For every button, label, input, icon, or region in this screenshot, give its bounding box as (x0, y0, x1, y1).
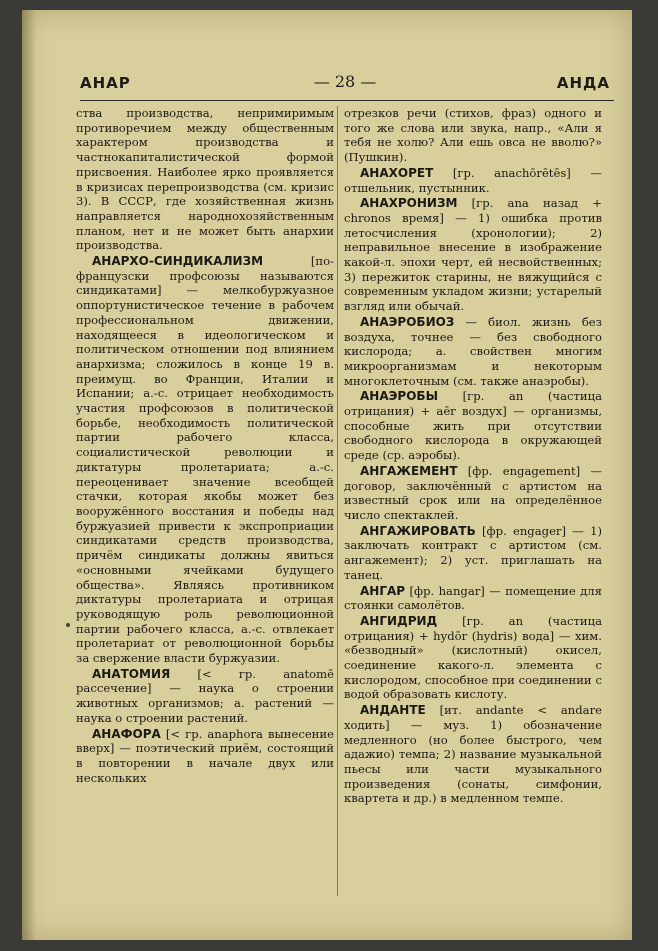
definition: [< гр. anatomē рассечение] — наука о строении животных организмов; а. растений — наука о строении растений. (76, 666, 334, 725)
definition: [< гр. anaphora вынесение вверх] — поэтический приём, состоящий в повторении в начале двух или нескольких (76, 726, 334, 785)
entry-engagement (344, 464, 602, 523)
header-right-guideword: АНДА (556, 74, 610, 92)
headword: АНАФОРА (92, 726, 161, 741)
page-spine-shadow (22, 10, 36, 940)
definition: [гр. anachōrētēs] — отшельник, пустынник. (344, 165, 602, 195)
entry-anarcho-syndicalism (76, 254, 334, 666)
definition: [гр. an (частица отрицания) + hydōr (hydris) вода] — хим. «безводный» (кислотный) окисел, соединение какого-л. элемента с кислородом, способное при соединении с водой образовать кислоту. (344, 613, 602, 702)
left-column (76, 106, 334, 786)
page-number: — 28 — (313, 72, 377, 91)
column-divider (337, 106, 338, 896)
headword: АНДАНТЕ (360, 703, 426, 718)
entry-continuation: ства производства, непримиримым противоречием между общественным характером производства и частнокапиталистической формой присвоения. Наиболее ярко проявляется в кризисах перепроизводства (см. кризис 3). В СССР, где хозяйственная жизнь направляется народнохозяйственным планом, нет и не может быть анархии производства. (76, 106, 334, 253)
headword: АНАРХО-СИНДИКАЛИЗМ (92, 254, 264, 269)
definition: [ит. andante < andare ходить] — муз. 1) обозначение медленного (но более быстрого, чем адажио) темпа; 2) название музыкальной пьесы или части музыкального произведения (сонаты, симфонии, квартета и др.) в медленном темпе. (344, 703, 602, 806)
definition: — биол. жизнь без воздуха, точнее — без свободного кислорода; а. свойствен многим микроорганизмам и некоторым многоклеточным (см. также анаэробы). (344, 314, 602, 388)
entry-hangar (344, 584, 602, 613)
entry-anchorite (344, 166, 602, 195)
entry-continuation: отрезков речи (стихов, фраз) одного и того же слова или звука, напр., «Али я тебя не холю? Али ешь овса не вволю?» (Пушкин). (344, 106, 602, 165)
headword: АНАХРОНИЗМ (360, 196, 458, 211)
headword: АНГАЖИРОВАТЬ (360, 523, 476, 538)
entry-engage (344, 524, 602, 583)
entry-anachronism (344, 196, 602, 314)
dictionary-page (22, 10, 632, 940)
definition: [гр. ana назад + chronos время] — 1) ошибка против летосчисления (хронологии); 2) неправильное внесение в изображение какой-л. эпохи черт, ей несвойственных; 3) пережиток старины, не вяжущийся с современным укладом жизни; устарелый взгляд или обычай. (344, 196, 602, 314)
header-rule (80, 100, 614, 101)
entry-andante (344, 703, 602, 806)
print-speck (66, 623, 70, 627)
entry-anatomy (76, 667, 334, 726)
headword: АНАЭРОБИОЗ (360, 314, 455, 329)
definition: [фр. hangar] — помещение для стоянки самолётов. (344, 583, 602, 613)
page-header (80, 70, 610, 96)
entry-anaphora (76, 727, 334, 786)
definition: [фр. engager] — 1) заключать контракт с артистом (см. ангажемент); 2) уст. приглашать на танец. (344, 523, 602, 582)
definition: [фр. engagement] — договор, заключённый с артистом на известный срок или на определённое число спектаклей. (344, 463, 602, 522)
entry-anaerobiosis (344, 315, 602, 389)
headword: АНГАР (360, 583, 406, 598)
headword: АНГИДРИД (360, 613, 438, 628)
right-column (344, 106, 602, 807)
entry-anhydride (344, 614, 602, 702)
headword: АНАТОМИЯ (92, 666, 171, 681)
header-left-guideword: АНАР (80, 74, 131, 92)
headword: АНАЭРОБЫ (360, 389, 438, 404)
headword: АНАХОРЕТ (360, 165, 434, 180)
definition: [по-французски профсоюзы называются синдикатами] — мелкобуржуазное оппортунистическое течение в рабочем профессиональном движении, находящееся в идеологическом и политическом отношении под влиянием анархизма; сложилось в конце 19 в. преимущ. во Франции, Италии и Испании; а.-с. отрицает необходимость участия профсоюзов в политической борьбе, необходимость политической партии рабочего класса, социалистической революции и диктатуры пролетариата; а.-с. переоценивает значение всеобщей стачки, которая якобы может без вооружённого восстания и победы над буржуазией привести к экспроприации синдикатами средств производства, причём синдикаты должны явиться «основными ячейками будущего общества». Являясь противником диктатуры пролетариата и отрицая руководящую роль революционной партии рабочего класса, а.-с. отвлекает пролетариат от революционной борьбы за свержение власти буржуазии. (76, 254, 334, 666)
entry-anaerobes (344, 389, 602, 463)
definition: [гр. an (частица отрицания) + aēr воздух] — организмы, способные жить при отсутствии свободного кислорода в окружающей среде (ср. аэробы). (344, 389, 602, 463)
headword: АНГАЖЕМЕНТ (360, 463, 458, 478)
